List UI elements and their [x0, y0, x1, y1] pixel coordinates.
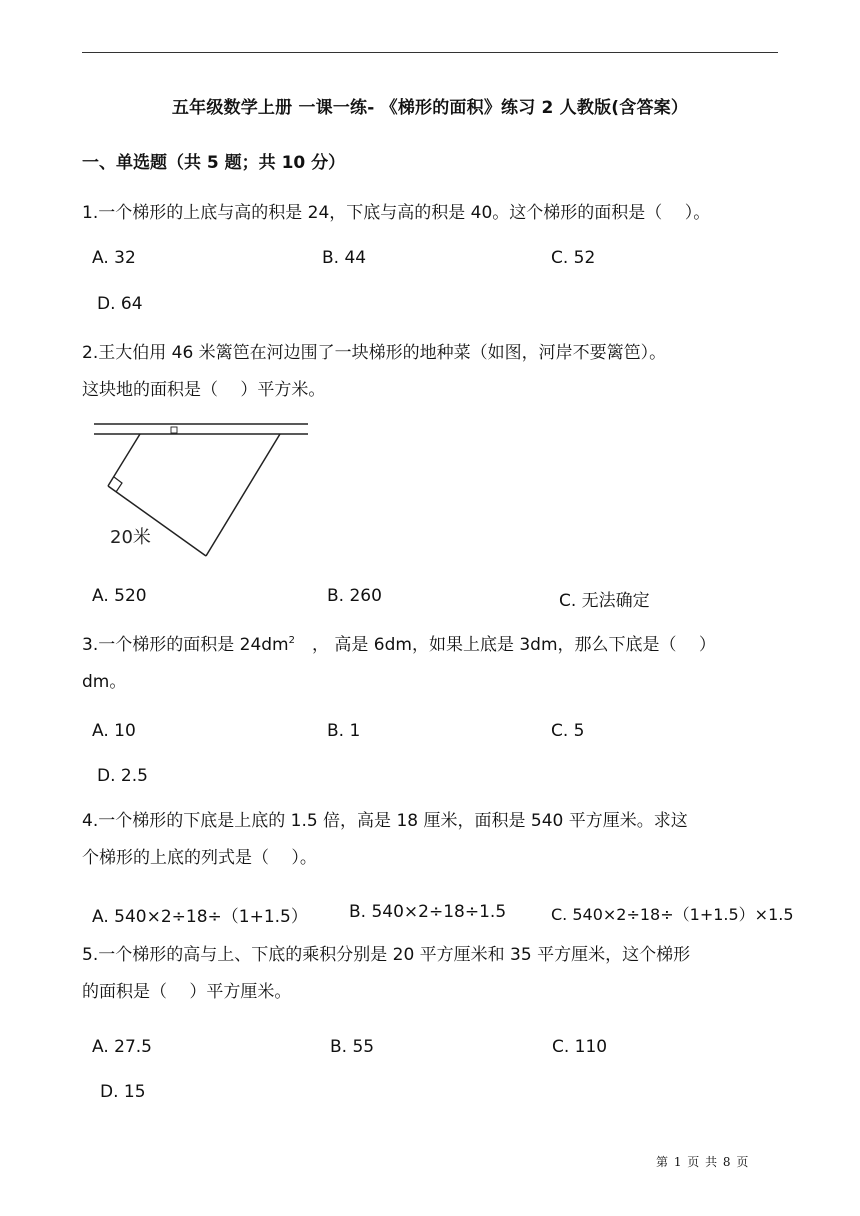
q1-option-c: C. 52: [551, 248, 596, 268]
question-2: [82, 335, 782, 409]
question-4-text-line2: 个梯形的上底的列式是（ ）。: [82, 848, 317, 868]
question-1: [82, 195, 782, 232]
question-2-text-line1: 2.王大伯用 46 米篱笆在河边围了一块梯形的地种菜（如图，河岸不要篱笆）。: [82, 343, 667, 363]
q2-option-c: C. 无法确定: [559, 591, 650, 611]
question-5-text-line1: 5.一个梯形的高与上、下底的乘积分别是 20 平方厘米和 35 平方厘米，这个梯形: [82, 945, 691, 965]
q2-option-b: B. 260: [327, 586, 382, 606]
q4-option-b: B. 540×2÷18÷1.5: [349, 902, 507, 922]
q5-option-d: D. 15: [100, 1082, 146, 1102]
trapezoid-diagram: [90, 418, 320, 563]
question-2-text-line2: 这块地的面积是（ ）平方米。: [82, 380, 326, 400]
q3-option-b: B. 1: [327, 721, 361, 741]
q3-option-a: A. 10: [92, 721, 136, 741]
trapezoid-figure: [90, 418, 320, 567]
q3-superscript: 2: [288, 635, 295, 646]
q4-option-c: C. 540×2÷18÷（1+1.5）×1.5: [551, 905, 794, 924]
q5-option-b: B. 55: [330, 1037, 375, 1057]
q2-option-a: A. 520: [92, 586, 147, 606]
q5-option-c: C. 110: [552, 1037, 608, 1057]
q1-option-b: B. 44: [322, 248, 367, 268]
question-4-text-line1: 4.一个梯形的下底是上底的 1.5 倍，高是 18 厘米，面积是 540 平方厘米。求这: [82, 811, 688, 831]
question-1-text: 1.一个梯形的上底与高的积是 24，下底与高的积是 40。这个梯形的面积是（ ）。: [82, 203, 711, 223]
question-3-text-line2: dm。: [82, 672, 127, 692]
q3-option-d: D. 2.5: [97, 766, 148, 786]
figure-label-20m: 20米: [110, 527, 151, 548]
q1-option-d: D. 64: [97, 294, 143, 314]
q1-option-a: A. 32: [92, 248, 136, 268]
question-5-text-line2: 的面积是（ ）平方厘米。: [82, 982, 292, 1002]
header-rule: [82, 52, 778, 53]
question-3: [82, 622, 782, 701]
document-title: 五年级数学上册 一课一练- 《梯形的面积》练习 2 人教版(含答案）: [171, 98, 689, 118]
question-3-text-line1: [82, 622, 782, 664]
page-footer: 第 1 页 共 8 页: [656, 1155, 750, 1169]
q3-text-pre: 3.一个梯形的面积是 24dm: [82, 635, 289, 655]
q3-option-c: C. 5: [551, 721, 585, 741]
section-heading: 一、单选题（共 5 题；共 10 分）: [82, 153, 346, 173]
q3-text-post: ， 高是 6dm，如果上底是 3dm，那么下底是（ ）: [294, 635, 716, 655]
question-5: [82, 937, 782, 1011]
question-4: [82, 803, 782, 877]
q4-option-a: A. 540×2÷18÷（1+1.5）: [92, 907, 308, 927]
q5-option-a: A. 27.5: [92, 1037, 152, 1057]
